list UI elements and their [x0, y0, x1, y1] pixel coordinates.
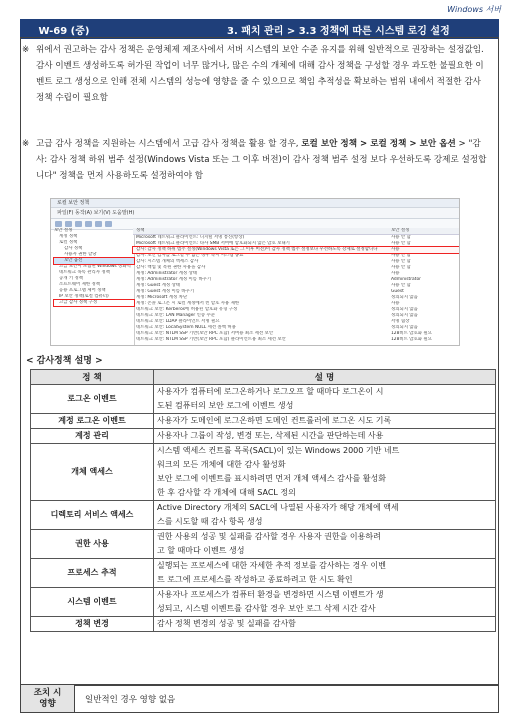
tree-item: 보안 설정	[54, 228, 73, 233]
policy-desc-line: 권한 사용의 성공 및 실패를 감사할 경우 사용자 권한을 이용하려	[157, 532, 381, 541]
screenshot-title: 로컬 보안 정책	[51, 199, 459, 208]
list-cell-setting: Administrator	[391, 277, 421, 282]
table-row	[31, 385, 496, 414]
policy-desc-line: 한 후 감사할 각 개체에 대해 SACL 정의	[157, 488, 296, 497]
tree-item: 소프트웨어 제한 정책	[59, 282, 100, 287]
table-row	[31, 501, 496, 530]
list-cell-policy: 네트워크 보안: LocalSystem NULL 세션 폴백 허용	[136, 325, 236, 330]
note-text-part: 고급 감사 정책을 지원하는 시스템에서 고급 감사 정책을 활용 할 경우,	[36, 139, 302, 149]
policy-name: 권한 사용	[31, 530, 154, 559]
policy-name: 시스템 이벤트	[31, 588, 154, 617]
policy-desc	[154, 501, 496, 530]
policy-editor-screenshot	[50, 198, 460, 346]
policy-desc-line: 사용자가 도메인에 로그온하면 도메인 컨트롤러에 로그온 시도 기록	[157, 416, 392, 425]
note-1	[22, 42, 490, 106]
policy-desc-line: 보안 로그에 이벤트를 표시하려면 먼저 개체 액세스 감사를 활성화	[157, 474, 386, 483]
tree-item: 계정 정책	[59, 234, 78, 239]
note-text-part: > "감사: 감사 정책 하위 범주 설정(Windows Vista 또는 그 이후 버전)이 감사 정책 범주 설정 보다 우선하도록 강제로 설정합니다" 정책을 먼저 사용하도록 설정하여야 함	[36, 139, 487, 181]
list-cell-policy: 감사: 백업 및 복원 권한 사용을 감사	[136, 265, 206, 270]
list-cell-policy: 네트워크 보안: NTLM SSP 기반(보안 RPC 포함) 클라이언트용 최소 세션 보안	[136, 337, 286, 342]
properties-icon	[95, 221, 102, 227]
tree-item: 사용자 권한 할당	[64, 252, 97, 257]
policy-desc-line: Active Directory 개체의 SACL에 나열된 사용자가 해당 개체에 액세	[157, 503, 399, 512]
list-cell-policy: 계정: Microsoft 계정 차단	[136, 295, 188, 300]
list-cell-policy: 계정: 콘솔 로그온 시 로컬 계정에서 빈 암호 사용 제한	[136, 301, 240, 306]
list-cell-setting: 정의되지 않음	[391, 325, 418, 330]
list-cell-setting: 128비트 암호화 필요	[391, 337, 432, 342]
forward-icon	[65, 221, 72, 227]
policy-desc-line: 트 로그에 프로세스를 작성하고 종료하려고 한 시도 확인	[157, 575, 353, 584]
note-mark: ※	[22, 139, 30, 149]
action-impact-value: 일반적인 경우 영향 없음	[85, 694, 176, 705]
list-cell-setting: 사용	[391, 301, 400, 306]
list-cell-policy: 계정: Administrator 계정 이름 바꾸기	[136, 277, 212, 282]
item-title: 3. 패치 관리 > 3.3 정책에 따른 시스템 로깅 설정	[107, 20, 498, 38]
list-cell-setting: 사용 안 함	[391, 283, 411, 288]
action-label-line: 조치 시	[33, 687, 62, 698]
policy-desc	[154, 530, 496, 559]
policy-desc-line: 워크의 모든 개체에 대한 감사 활성화	[157, 460, 286, 469]
help-icon	[105, 221, 112, 227]
note-mark: ※	[22, 45, 30, 55]
policy-desc-line: 시스템 액세스 컨트롤 목록(SACL)이 있는 Windows 2000 기반 네트	[157, 446, 400, 455]
policy-desc-line: 스를 시도할 때 감사 항목 생성	[157, 517, 263, 526]
policy-name: 계정 관리	[31, 429, 154, 444]
list-cell-setting: 사용 안 함	[391, 259, 411, 264]
policy-desc	[154, 588, 496, 617]
list-cell-setting: 128비트 암호화 필요	[391, 331, 432, 336]
list-cell-setting: Guest	[391, 289, 404, 294]
list-cell-policy: Microsoft 네트워크 클라이언트: 디지털 서명 통신(항상)	[136, 235, 245, 240]
list-cell-setting: 사용 안 함	[391, 241, 411, 246]
list-cell-setting: 사용	[391, 271, 400, 276]
list-cell-policy: 감사: 보안 감사를 로그할 수 없는 경우 즉시 시스템 종료	[136, 253, 244, 258]
list-cell-policy: 네트워크 보안: NTLM SSP 기반(보안 RPC 포함) 서버용 최소 세션 보안	[136, 331, 274, 336]
table-row	[31, 414, 496, 429]
policy-desc-line: 도된 컴퓨터의 보안 로그에 이벤트 생성	[157, 401, 294, 410]
policy-name: 개체 액세스	[31, 444, 154, 501]
list-cell-policy: 네트워크 보안: Kerberos에 허용된 암호화 유형 구성	[136, 307, 238, 312]
screenshot-menu: 파일(F) 동작(A) 보기(V) 도움말(H)	[51, 208, 459, 219]
list-cell-policy: 계정: Administrator 계정 상태	[136, 271, 198, 276]
table-row	[31, 617, 496, 632]
policy-desc	[154, 414, 496, 429]
policy-desc	[154, 617, 496, 632]
tree-item: 감사 정책	[64, 246, 83, 251]
audit-policy-table	[30, 369, 496, 632]
table-row	[31, 559, 496, 588]
header-label: Windows 서버	[447, 5, 501, 14]
policy-desc	[154, 385, 496, 414]
policy-name: 디렉토리 서비스 액세스	[31, 501, 154, 530]
table-header-policy: 정 책	[31, 370, 154, 385]
note-text: 위에서 권고하는 감사 정책은 운영체제 제조사에서 서버 시스템의 보안 수준 유지를 위해 일반적으로 권장하는 설정값임. 감사 이벤트 생성하도록 허가된 작업이 너무 많거나, 많은 수의 개체에 대해 감사 정책을 구성할 경우 과도한 불필요한 이벤트 로그 생성으로 인해 전체 시스템의 성능에 영향을 줄 수 있으므로 책임 추적성을 확보하는 범위 내에서 적절한 감사 정책 수립이 필요함	[36, 45, 484, 103]
policy-desc-line: 사용자나 프로세스가 컴퓨터 환경을 변경하면 시스템 이벤트가 생	[157, 590, 384, 599]
list-cell-policy: 감사: 시스템 개체의 액세스 감사	[136, 259, 199, 264]
action-impact-label	[21, 685, 75, 712]
table-row	[31, 444, 496, 501]
action-label-line: 영향	[39, 698, 56, 709]
list-cell-policy: 감사: 감사 정책 하위 범주 설정(Windows Vista 또는 그 이후 버전)이 감사 정책 범주 설정보다 우선하도록 강제로 설정합니다	[136, 247, 378, 252]
back-icon	[55, 221, 62, 227]
tree-item: 로컬 정책	[59, 240, 78, 245]
list-cell-setting: 사용 안 함	[391, 265, 411, 270]
policy-desc-line: 실행되는 프로세스에 대한 자세한 추적 정보를 감사하는 경우 이벤	[157, 561, 386, 570]
table-row	[31, 530, 496, 559]
tree-item: 공개 키 정책	[59, 276, 83, 281]
list-cell-policy: 네트워크 보안: LDAP 클라이언트 서명 필요	[136, 319, 220, 324]
note-bold-path: 로컬 보안 정책 > 로컬 정책 > 보안 옵션	[301, 139, 456, 149]
list-cell-setting: 사용	[391, 247, 400, 252]
policy-name: 정책 변경	[31, 617, 154, 632]
folder-icon	[75, 221, 82, 227]
screenshot-list	[133, 228, 459, 345]
list-cell-setting: 정의되지 않음	[391, 295, 418, 300]
tree-item: IP 보안 정책(로컬 컴퓨터)	[59, 294, 109, 299]
policy-desc-line: 감사 정책 변경의 성공 및 실패를 감사함	[157, 619, 296, 628]
list-cell-policy: Microsoft 네트워크 클라이언트: 타사 SMB 서버에 암호화되지 않은 암호 보내기	[136, 241, 290, 246]
policy-desc	[154, 429, 496, 444]
table-row	[31, 429, 496, 444]
table-row	[31, 588, 496, 617]
list-row	[133, 337, 459, 343]
policy-name: 로그온 이벤트	[31, 385, 154, 414]
screenshot-tree	[51, 228, 135, 345]
policy-desc-line: 고 할 때마다 이벤트 생성	[157, 546, 245, 555]
action-impact	[20, 684, 499, 713]
tree-item: 응용 프로그램 제어 정책	[59, 288, 106, 293]
list-cell-policy: 계정: Guest 계정 이름 바꾸기	[136, 289, 195, 294]
list-cell-setting: 정의되지 않음	[391, 313, 418, 318]
table-header-desc: 설 명	[154, 370, 496, 385]
tree-item: 네트워크 목록 관리자 정책	[59, 270, 110, 275]
list-cell-setting: 사용 안 함	[391, 235, 411, 240]
section-title: < 감사정책 설명 >	[26, 356, 103, 366]
policy-name: 계정 로그온 이벤트	[31, 414, 154, 429]
policy-desc-line: 사용자나 그룹이 작성, 변경 또는, 삭제된 시간을 판단하는데 사용	[157, 431, 384, 440]
list-cell-policy: 네트워크 보안: LAN Manager 인증 수준	[136, 313, 215, 318]
policy-desc	[154, 444, 496, 501]
tree-item: 보안 옵션	[54, 258, 134, 264]
item-code: W-69 (중)	[21, 20, 107, 38]
list-cell-setting: 서명 협상	[391, 319, 410, 324]
policy-desc-line: 사용자가 컴퓨터에 로그온하거나 로그오프 할 때마다 로그온이 시	[157, 387, 384, 396]
policy-desc-line: 성되고, 시스템 이벤트를 감사할 경우 보안 로그 삭제 시간 감사	[157, 604, 376, 613]
tree-item: 고급 감사 정책 구성	[54, 300, 134, 306]
list-cell-setting: 사용 안 함	[391, 253, 411, 258]
list-cell-setting: 정의되지 않음	[391, 307, 418, 312]
list-col-policy: 정책	[136, 228, 145, 233]
policy-desc	[154, 559, 496, 588]
item-title-bar	[20, 19, 499, 39]
policy-name: 프로세스 추적	[31, 559, 154, 588]
delete-icon	[85, 221, 92, 227]
list-col-setting: 보안 설정	[391, 228, 410, 233]
list-cell-policy: 계정: Guest 계정 상태	[136, 283, 181, 288]
tree-item: 고급 보안이 포함된 Windows 방화벽	[59, 264, 131, 269]
note-2	[22, 136, 490, 184]
